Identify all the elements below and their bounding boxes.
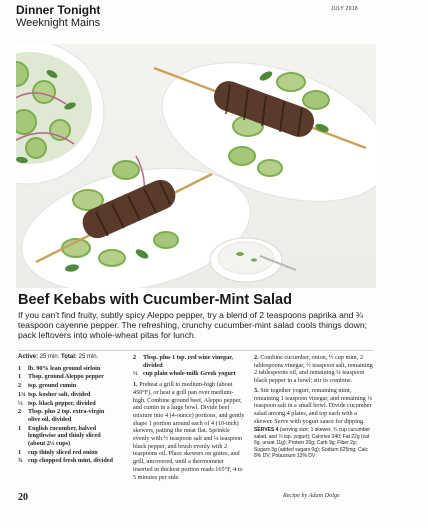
total-time: 25 min.	[78, 354, 99, 360]
step-2	[254, 354, 374, 385]
section-title: Dinner Tonight	[16, 3, 101, 17]
step-number: 1.	[133, 381, 138, 389]
ingredient-item	[18, 391, 114, 399]
ingredient-quantity: 2	[18, 382, 22, 390]
ingredient-text: lb. 90% lean ground sirloin	[28, 364, 101, 372]
ingredient-quantity: 2	[133, 354, 137, 361]
divider	[18, 350, 373, 351]
page-number: 20	[18, 492, 28, 503]
nutrition-info	[254, 427, 374, 459]
recipe-photo	[16, 44, 376, 288]
ingredient-list-continued	[133, 354, 245, 378]
section-header	[16, 4, 100, 30]
ingredient-text: Tbsp. ground Aleppo pepper	[28, 373, 104, 381]
ingredient-text: tsp. ground cumin	[28, 382, 77, 390]
nutrition-text: (serving size: 1 skewer, ¾ cup cucumber salad, and ¼ tsp. yogurt); Calories 340; Fat 22g (sat 6g, unsat 11g); Protein 26g; Carb 9g; Fiber 2g; Sugars 3g (added sugars 0g); Sodium 625mg; Calc 8% DV; Potassium 13% DV	[254, 427, 371, 459]
serves-label: SERVES 4	[254, 427, 279, 434]
recipe-title: Beef Kebabs with Cucumber-Mint Salad	[18, 292, 292, 308]
recipe-intro: If you can't find fruity, subtly spicy Aleppo pepper, try a blend of 2 teaspoons paprika and ¾ teaspoon cayenne pepper. The refreshing, crunchy cucumber-mint salad cools things down; pack leftovers into whole-wheat pitas for lunch.	[18, 310, 368, 340]
step-1	[133, 381, 245, 481]
step-number: 2.	[254, 354, 259, 361]
ingredient-quantity: 2	[18, 408, 22, 416]
recipe-credit: Recipe by Adam Dolge	[283, 492, 340, 499]
step-number: 3.	[254, 386, 259, 394]
ingredient-quantity: 1¼	[18, 390, 26, 398]
salad-bowl	[16, 44, 104, 184]
ingredient-item	[18, 449, 114, 457]
step-text: Preheat a grill to medium-high (about 450°F), or heat a grill pan over medium-high. Combine ground beef, Aleppo pepper, and cumin in a large bowl. Divide beef mixture into 4 (4-ounce) portions, and gently shape 1 portion around each of 4 (10-inch) skewers, patting the meat flat. Sprinkle evenly with ½ teaspoon salt and ¼ teaspoon black pepper, and brush evenly with 2 teaspoons oil. Place skewers on grates, and grill, uncovered, until a thermometer inserted in thickest portion reads 165°F, 4 to 5 minutes per side.	[133, 381, 245, 481]
ingredient-item	[18, 425, 114, 448]
ingredient-text: cup thinly sliced red onion	[28, 448, 98, 456]
step-3	[254, 387, 374, 426]
section-subtitle: Weeknight Mains	[16, 17, 101, 29]
ingredient-item	[18, 373, 114, 381]
ingredient-item	[133, 370, 245, 378]
kebab-photo-illustration	[16, 44, 376, 288]
ingredient-text: English cucumber, halved lengthwise and thinly sliced (about 2½ cups)	[28, 424, 101, 448]
ingredient-text: cup plain whole-milk Greek yogurt	[143, 370, 236, 378]
active-time: 25 min.	[39, 354, 60, 360]
yogurt-bowl	[210, 238, 296, 282]
step-text: Stir together yogurt, remaining mint, remaining 1 teaspoon vinegar, and remaining ¼ teaspoon salt in a small bowl. Divide cucumber salad among 4 plates, and top each with a skewer. Serve with yogurt sauce for dipping.	[254, 386, 372, 425]
total-label: Total:	[61, 354, 77, 360]
ingredient-quantity: ½	[133, 370, 138, 378]
ingredient-item	[133, 354, 245, 369]
ingredients-column-1	[18, 354, 114, 466]
ingredient-quantity: 1	[18, 424, 22, 432]
ingredient-item	[18, 457, 114, 465]
step-text: Combine cucumber, onion, ½ cup mint, 2 tablespoons vinegar, ½ teaspoon salt, remaining 2 tablespoons oil, and remaining ¼ teaspoon black pepper in a bowl; stir to combine.	[254, 354, 373, 385]
ingredient-text: tsp. black pepper, divided	[28, 399, 96, 407]
ingredient-item	[18, 408, 114, 423]
ingredient-text: cup chopped fresh mint, divided	[28, 457, 113, 465]
ingredient-text: tsp. kosher salt, divided	[28, 390, 91, 398]
ingredient-quantity: ¾	[18, 457, 23, 465]
ingredient-quantity: ½	[18, 399, 23, 407]
ingredient-text: Tbsp. plus 2 tsp. extra-virgin olive oil, divided	[28, 408, 105, 423]
active-label: Active:	[18, 354, 39, 360]
ingredient-item	[18, 382, 114, 390]
ingredients-column-2	[133, 354, 245, 483]
ingredient-text: Tbsp. plus 1 tsp. red wine vinegar, divided	[143, 354, 233, 369]
ingredient-item	[18, 400, 114, 408]
recipe-times	[18, 354, 114, 362]
ingredient-item	[18, 365, 114, 373]
ingredient-list	[18, 365, 114, 465]
ingredient-quantity: 1	[18, 364, 22, 372]
issue-date: JULY 2018	[331, 6, 358, 12]
ingredient-quantity: 1	[18, 373, 22, 381]
ingredient-quantity: 1	[18, 448, 22, 456]
steps-column	[254, 354, 374, 459]
